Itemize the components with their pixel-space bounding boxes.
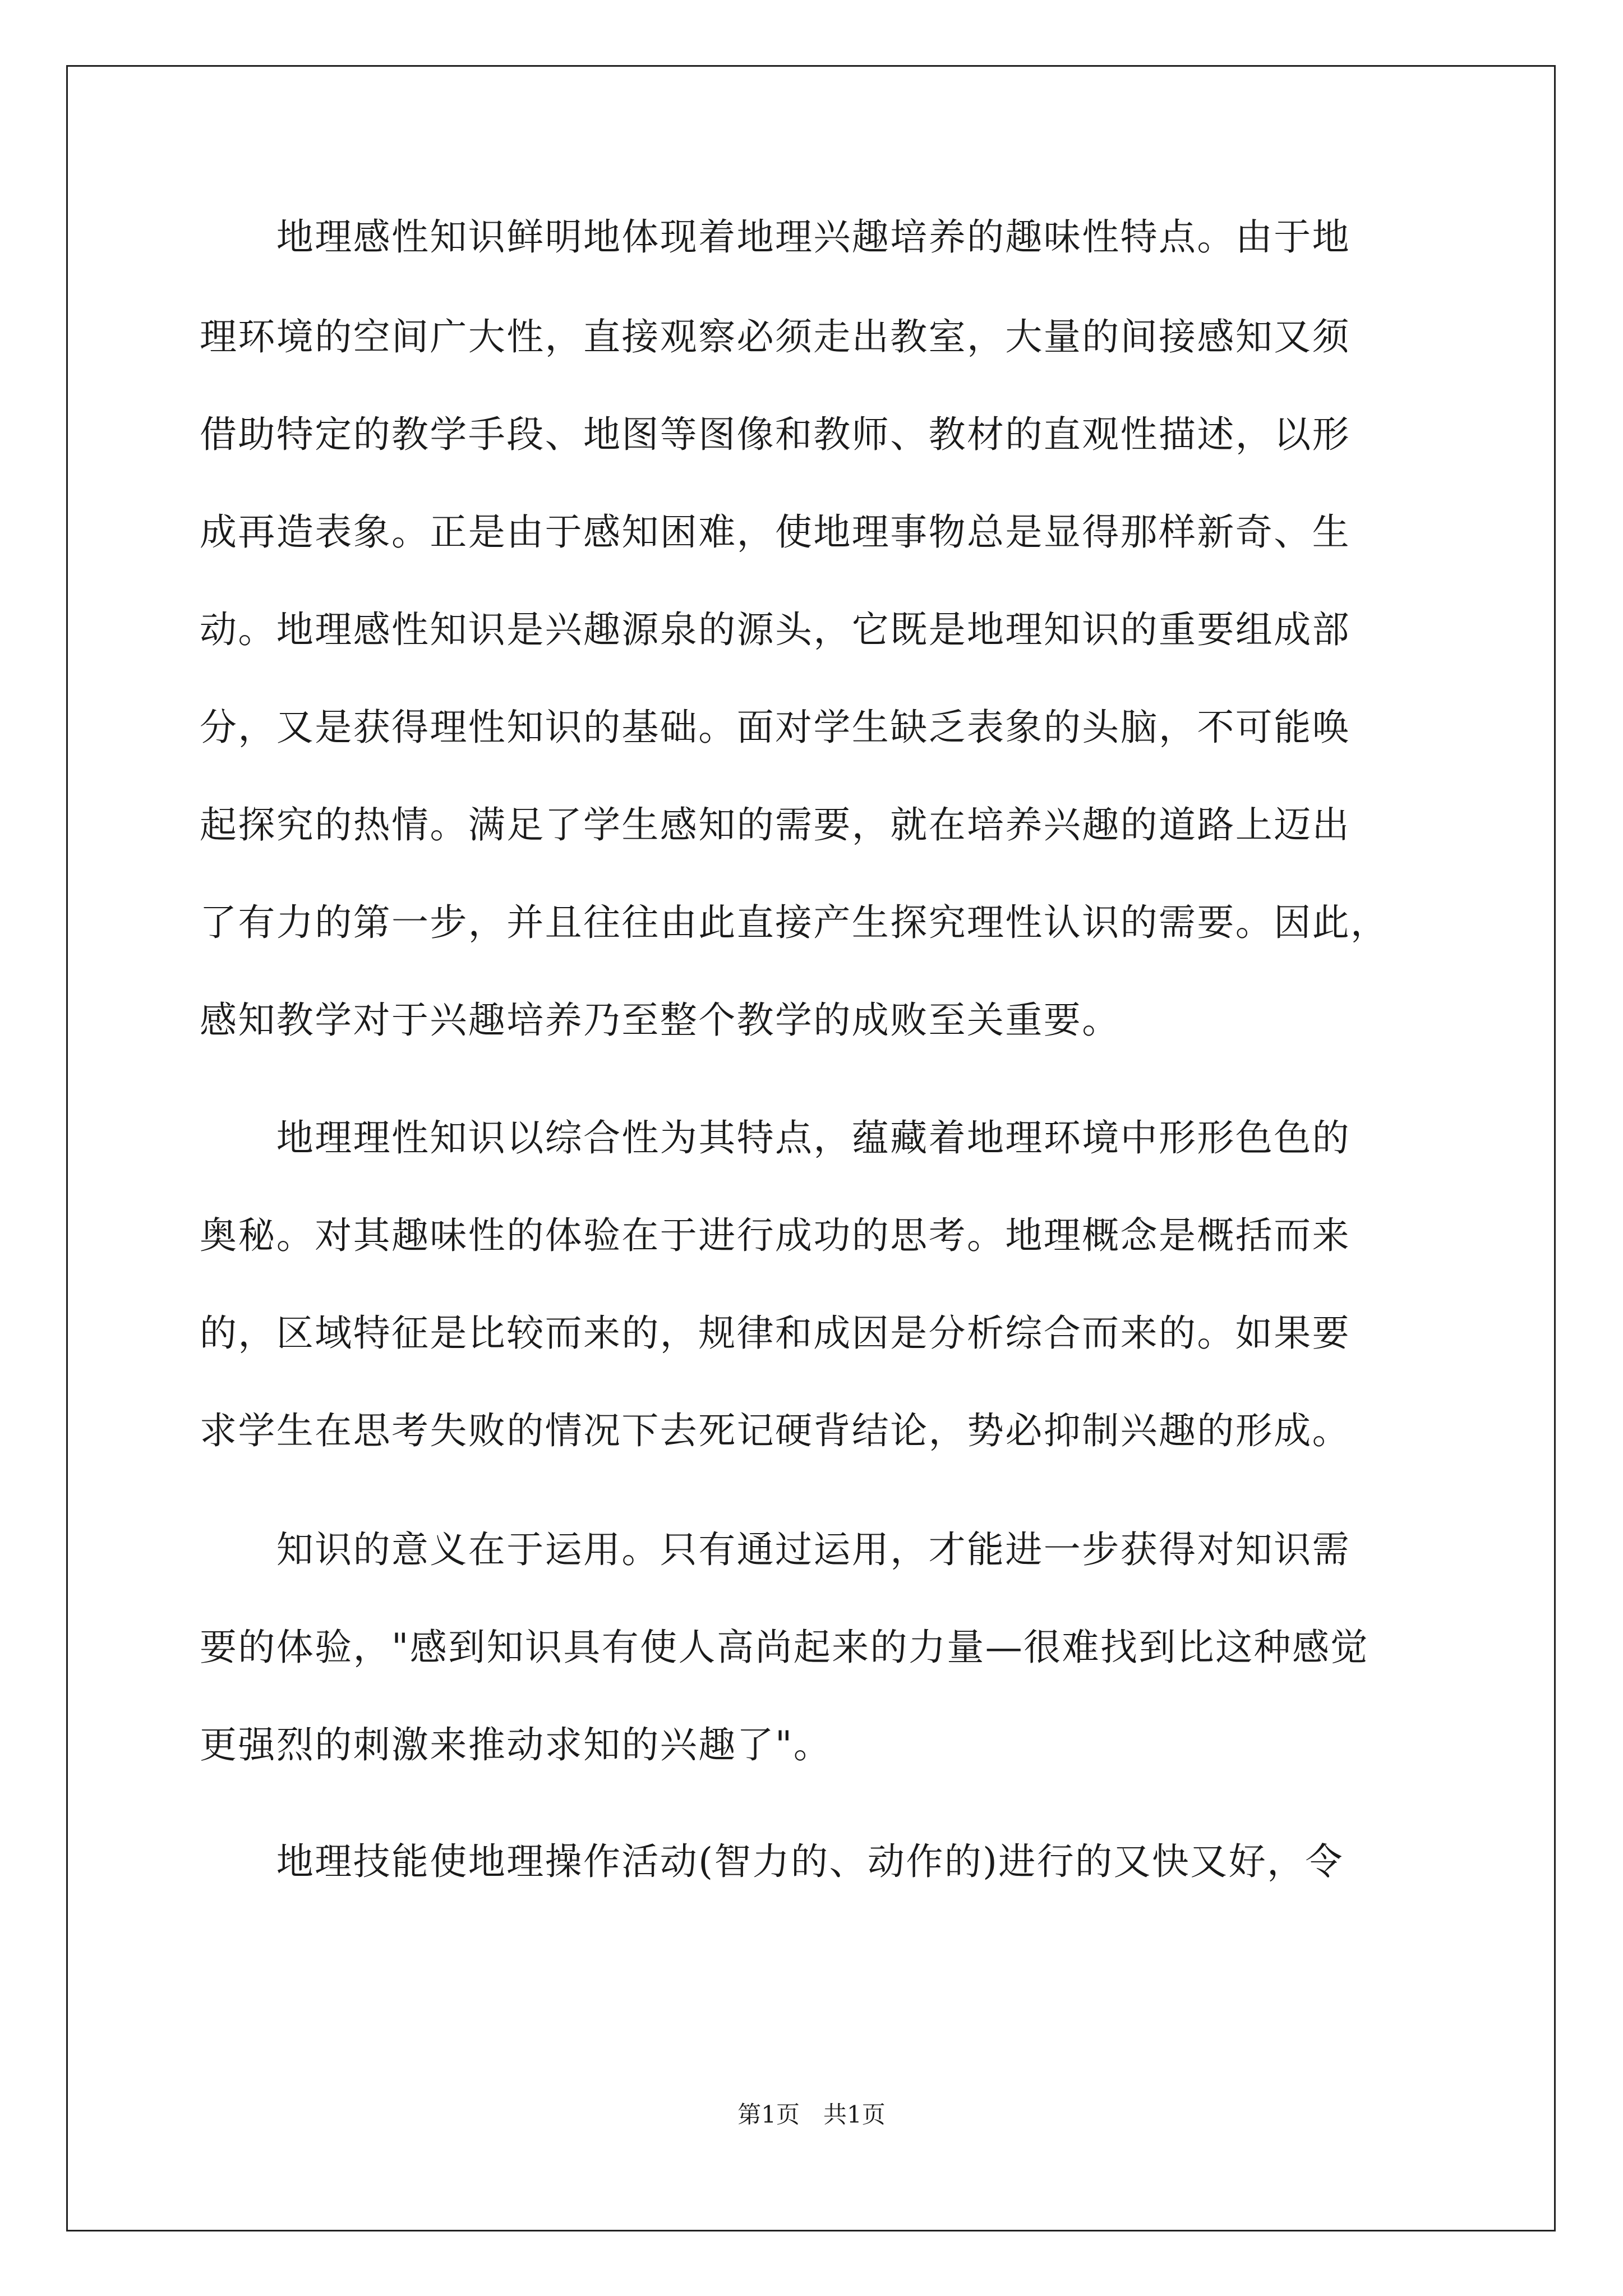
paragraph-1-line-7: 起探究的热情。满足了学生感知的需要，就在培养兴趣的道路上迈出 (200, 803, 1350, 846)
paragraph-2-line-2: 奥秘。对其趣味性的体验在于进行成功的思考。地理概念是概括而来 (200, 1214, 1350, 1257)
paragraph-1-line-8: 了有力的第一步，并且往往由此直接产生探究理性认识的需要。因此， (200, 901, 1389, 944)
paragraph-1-line-5: 动。地理感性知识是兴趣源泉的源头，它既是地理知识的重要组成部 (200, 608, 1350, 651)
paragraph-4-line-1: 地理技能使地理操作活动(智力的、动作的)进行的又快又好，令 (200, 1840, 1344, 1883)
paragraph-1-line-3: 借助特定的教学手段、地图等图像和教师、教材的直观性描述，以形 (200, 413, 1350, 456)
paragraph-3-line-1: 知识的意义在于运用。只有通过运用，才能进一步获得对知识需 (200, 1528, 1350, 1571)
paragraph-1-line-9: 感知教学对于兴趣培养乃至整个教学的成败至关重要。 (200, 999, 1121, 1042)
paragraph-2-line-1: 地理理性知识以综合性为其特点，蕴藏着地理环境中形形色色的 (200, 1116, 1350, 1159)
paragraph-2-line-3: 的，区域特征是比较而来的，规律和成因是分析综合而来的。如果要 (200, 1312, 1350, 1355)
paragraph-1-line-4: 成再造表象。正是由于感知困难，使地理事物总是显得那样新奇、生 (200, 510, 1350, 554)
paragraph-2-line-4: 求学生在思考失败的情况下去死记硬背结论，势必抑制兴趣的形成。 (200, 1409, 1350, 1452)
paragraph-3-line-3: 更强烈的刺激来推动求知的兴趣了"。 (200, 1723, 832, 1766)
page-footer: 第1页 共1页 (737, 2101, 886, 2128)
paragraph-3-line-2: 要的体验，"感到知识具有使人高尚起来的力量—很难找到比这种感觉 (200, 1626, 1369, 1669)
paragraph-1-line-2: 理环境的空间广大性，直接观察必须走出教室，大量的间接感知又须 (200, 315, 1350, 358)
paragraph-1-line-6: 分，又是获得理性知识的基础。面对学生缺乏表象的头脑，不可能唤 (200, 706, 1350, 749)
paragraph-1-line-1: 地理感性知识鲜明地体现着地理兴趣培养的趣味性特点。由于地 (200, 215, 1350, 259)
